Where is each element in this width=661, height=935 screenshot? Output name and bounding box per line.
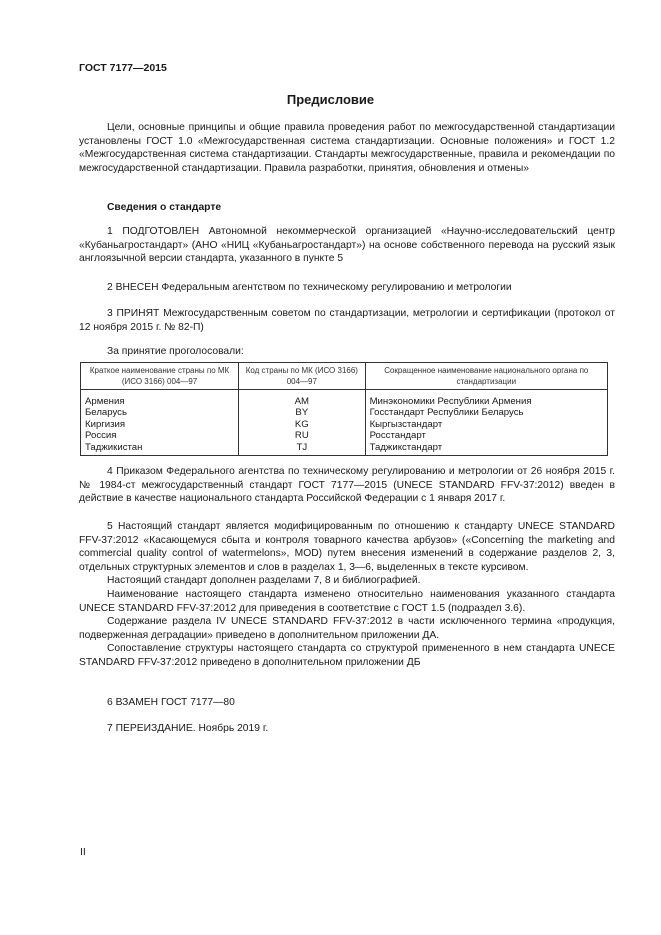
item-5-supplement: Настоящий стандарт дополнен разделами 7, 8 и библиографией. bbox=[107, 575, 421, 587]
table-cell-country: Беларусь bbox=[81, 407, 239, 418]
item-5-name-change: Наименование настоящего стандарта изменено относительно наименования указанного стандарта UNECE STANDARD FFV-37:2012 для приведения в соответствие с ГОСТ 1.5 (подраздел 3.6). bbox=[79, 588, 615, 614]
table-row bbox=[81, 430, 608, 441]
subheading: Сведения о стандарте bbox=[107, 202, 222, 213]
item-6 bbox=[79, 696, 615, 710]
item-5-content-note: Содержание раздела IV UNECE STANDARD FFV-37:2012 в части исключенного термина «продукция, подверженная деградации» приведено в дополнительном приложении ДА. bbox=[79, 616, 615, 641]
item-1-text: 1 ПОДГОТОВЛЕН Автономной некоммерческой организацией «Научно-исследовательский центр «Кубаньагростандарт» (АНО «НИЦ «Кубаньагростандарт») на основе собственного перевода на русский язык англоязычной версии стандарта, указанного в пункте 5 bbox=[79, 226, 615, 265]
table-cell-country: Армения bbox=[81, 390, 239, 408]
voted-heading: За принятие проголосовали: bbox=[107, 346, 244, 357]
table-header-country: Краткое наименование страны по МК (ИСО 3166) 004—97 bbox=[81, 363, 239, 390]
page-number: II bbox=[80, 846, 86, 858]
item-2 bbox=[79, 281, 615, 295]
item-4 bbox=[79, 465, 615, 506]
table-cell-body: Госстандарт Республики Беларусь bbox=[365, 407, 607, 418]
table-cell-country: Таджикистан bbox=[81, 442, 239, 456]
table-cell-body: Росстандарт bbox=[365, 430, 607, 441]
intro-text: Цели, основные принципы и общие правила проведения работ по межгосударственной стандартизации установлены ГОСТ 1.0 «Межгосударственная система стандартизации. Основные положения» и ГОСТ 1.2 «Межгосударственная система стандартизации. Стандарты межгосударственные, правила и рекомендации по межгосударственной стандартизации. Правила разработки, принятия, обновления и отмены» bbox=[79, 122, 615, 174]
item-5-structure-note: Сопоставление структуры настоящего стандарта со структурой примененного в нем стандарта UNECE STANDARD FFV-37:2012 приведено в дополнительном приложении ДБ bbox=[79, 643, 615, 668]
item-6-text: 6 ВЗАМЕН ГОСТ 7177—80 bbox=[107, 697, 235, 708]
table-cell-code: AM bbox=[239, 390, 365, 408]
item-2-text: 2 ВНЕСЕН Федеральным агентством по техническому регулированию и метрологии bbox=[107, 282, 512, 293]
voting-table bbox=[80, 362, 608, 456]
table-cell-code: KG bbox=[239, 419, 365, 430]
table-row bbox=[81, 419, 608, 430]
table-cell-code: TJ bbox=[239, 442, 365, 456]
table-cell-body: Таджикстандарт bbox=[365, 442, 607, 456]
table-cell-code: RU bbox=[239, 430, 365, 441]
item-7-text: 7 ПЕРЕИЗДАНИЕ. Ноябрь 2019 г. bbox=[107, 723, 269, 734]
table-header-code: Код страны по МК (ИСО 3166) 004—97 bbox=[239, 363, 365, 390]
table-header-body: Сокращенное наименование национального органа по стандартизации bbox=[365, 363, 607, 390]
item-7 bbox=[79, 722, 615, 736]
intro-paragraph bbox=[79, 121, 615, 175]
item-1 bbox=[79, 225, 615, 266]
item-5 bbox=[79, 520, 615, 670]
page-title: Предисловие bbox=[286, 92, 375, 107]
item-3 bbox=[79, 307, 615, 334]
table-row bbox=[81, 407, 608, 418]
item-5-text: 5 Настоящий стандарт является модифицированным по отношению к стандарту UNECE STANDARD FFV-37:2012 «Касающемуся сбыта и контроля товарного качества арбузов» («Concerning the marketing and commercial quality control of watermelons», MOD) путем внесения изменений в содержание разделов 2, 3, отдельных структурных элементов и слов в разделах 1, 3—6, выделенных в тексте курсивом. bbox=[79, 521, 615, 573]
table-cell-body: Минэкономики Республики Армения bbox=[365, 390, 607, 408]
table-cell-country: Россия bbox=[81, 430, 239, 441]
item-4-text: 4 Приказом Федерального агентства по техническому регулированию и метрологии от 26 ноября 2015 г. № 1984-ст межгосударственный стандарт ГОСТ 7177—2015 (UNECE STANDARD FFV-37:2012) введен в действие в качестве национального стандарта Российской Федерации с 1 января 2017 г. bbox=[79, 466, 615, 505]
document-code-header: ГОСТ 7177—2015 bbox=[79, 62, 167, 74]
table-cell-body: Кыргызстандарт bbox=[365, 419, 607, 430]
table-row bbox=[81, 442, 608, 456]
item-3-text: 3 ПРИНЯТ Межгосударственным советом по стандартизации, метрологии и сертификации (протокол от 12 ноября 2015 г. № 82-П) bbox=[79, 308, 615, 333]
table-cell-country: Киргизия bbox=[81, 419, 239, 430]
table-cell-code: BY bbox=[239, 407, 365, 418]
table-row bbox=[81, 390, 608, 408]
